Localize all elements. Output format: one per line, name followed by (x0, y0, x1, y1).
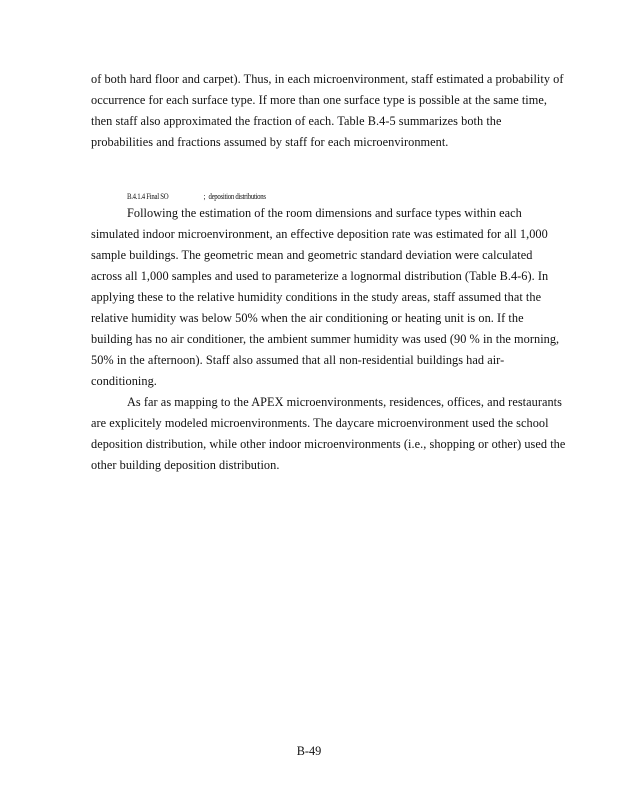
section-heading-marker: ; (203, 191, 206, 201)
paragraph-continuation: of both hard floor and carpet). Thus, in each microenvironment, staff estimated a probability of occurrence for each surface type. If more than one surface type is possible at the same time, then staff also approximated the fraction of each. Table B.4-5 summarizes both the probabilities and fractions assumed by staff for each microenvironment. (91, 72, 564, 149)
paragraph-apex-mapping: As far as mapping to the APEX microenvironments, residences, offices, and restaurants are explicitely modeled microenvironments. The daycare microenvironment used the school deposition distribution, while other indoor microenvironments (i.e., shopping or other) used the other building deposition distribution. (91, 395, 566, 472)
section-heading (127, 190, 266, 202)
section-heading-subtitle: deposition distributions (208, 191, 266, 201)
section-heading-number-title: B.4.1.4 Final SO (127, 191, 169, 201)
page-number: B-49 (296, 744, 322, 758)
text-block-intro (91, 69, 566, 153)
text-block-final-so (91, 203, 566, 476)
paragraph-final-so: Following the estimation of the room dimensions and surface types within each simulated indoor microenvironment, an effective deposition rate was estimated for all 1,000 sample buildings. The geometric mean and geometric standard deviation were calculated across all 1,000 samples and used to parameterize a lognormal distribution (Table B.4-6). In applying these to the relative humidity conditions in the study areas, staff assumed that the relative humidity was below 50% when the air conditioning or heating unit is on. If the building has no air conditioner, the ambient summer humidity was used (90 % in the morning, 50% in the afternoon). Staff also assumed that all non-residential buildings had air-conditioning. (91, 206, 560, 388)
